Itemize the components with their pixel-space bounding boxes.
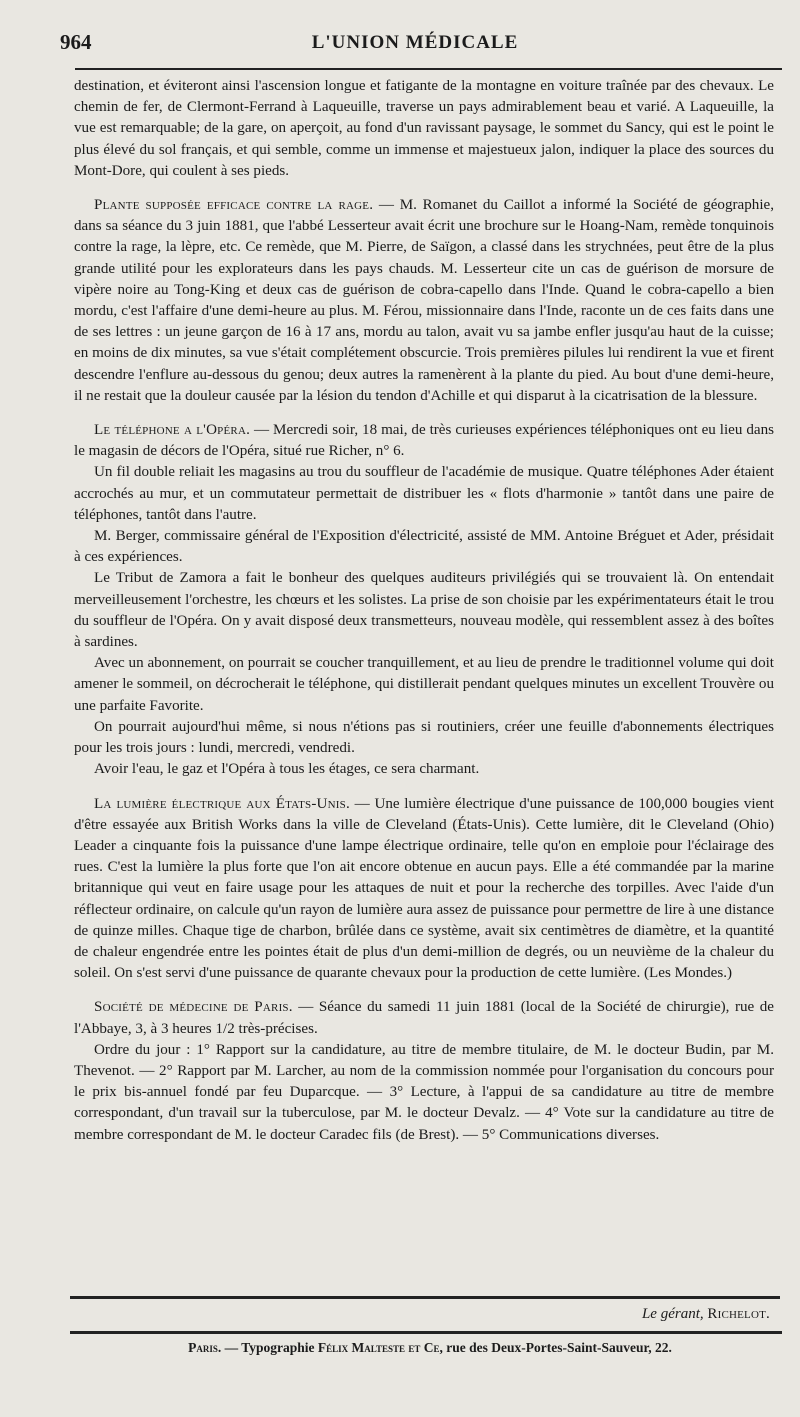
imprint-text: Typographie xyxy=(241,1340,315,1355)
paragraph: Avec un abonnement, on pourrait se coucher tranquillement, et au lieu de prendre le traditionnel volume qui doit amener le sommeil, on décrocherait le téléphone, qui distillerait pendant quelques minutes un excellent Trouvère ou une parfaite Favorite. xyxy=(74,655,774,714)
page-number: 964 xyxy=(60,30,92,54)
footer-rule-bottom xyxy=(70,1331,782,1334)
paragraph: M. Berger, commissaire général de l'Exposition d'électricité, assisté de MM. Antoine Bréguet et Ader, présidait à ces expériences. xyxy=(74,528,774,566)
section-text: — M. Romanet du Caillot a informé la Société de géographie, dans sa séance du 3 juin 1881, que l'abbé Lesserteur avait écrit une brochure sur le Hoang-Nam, remède tonquinois contre la rage, la lèpre, etc. Ce remède, que M. Pierre, de Saïgon, a classé dans les strychnées, peut être de la plus grande utilité pour les explorateurs dans les pays chauds. M. Lesserteur cite un cas de guérison de morsure de vipère noire au Tong-King et deux cas de guérison de cobra-capello dans l'Inde. Quand le cobra-capello a bien mordu, c'est l'affaire d'une demi-heure au plus. M. Férou, missionnaire dans l'Inde, raconte un de ces faits dans une de ses lettres : un jeune garçon de 16 à 17 ans, mordu au talon, avait vu sa jambe enfler jusqu'au haut de la cuisse; en moins de dix minutes, sa vue s'était complétement obscurcie. Trois premières pilules lui rendirent la vue et firent descendre l'enflure au-dessous du genou; deux autres la ramenèrent à la plante du pied. Au bout d'une demi-heure, il ne restait que la douleur causée par la lésion du tendon d'Achille et qui disparut à la cicatrisation de la blessure. xyxy=(74,197,774,404)
article-body xyxy=(74,76,774,1146)
gerant-name: Richelot. xyxy=(707,1306,770,1322)
section-lumiere-paragraph xyxy=(74,794,774,985)
section-heading: Plante supposée efficace contre la rage. xyxy=(94,197,374,214)
paragraph: Un fil double reliait les magasins au trou du souffleur de l'académie de musique. Quatre téléphones Ader étaient accrochés au mur, et un commutateur permettait de distribuer les « flots d'harmonie » tantôt dans une paire de téléphones, tantôt dans l'autre. xyxy=(74,464,774,523)
gerant-signature xyxy=(642,1306,770,1323)
paragraph: On pourrait aujourd'hui même, si nous n'étions pas si routiniers, créer une feuille d'abonnements électriques pour les trois jours : lundi, mercredi, vendredi. xyxy=(74,718,774,757)
section-text: — Une lumière électrique d'une puissance de 100,000 bougies vient d'être essayée aux British Works dans la ville de Cleveland (États-Unis). Cette lumière, dit le Cleveland (Ohio) Leader a cinquante fois la puissance d'une lampe électrique ordinaire, telle qu'on en emploie pour l'éclairage des rues. C'est la lumière la plus forte que l'on ait encore obtenue en aucun pays. Elle a été commandée par la marine britannique qui veut en faire usage pour les attaques de nuit et pour la recherche des torpilles. Avec l'aide d'un réflecteur ordinaire, on calcule qu'un rayon de lumière aura assez de puissance pour permettre de lire à une distance de quinze milles. Chaque tige de charbon, brûlée dans ce système, avait six centimètres de diamètre, et la quantité de chaleur engendrée entre les pointes était de plus d'un demi-million de degrés, ou un neuvième de la chaleur du soleil. On s'est servi d'une puissance de quarante chevaux pour la production de cette lumière. (Les Mondes.) xyxy=(74,795,774,982)
imprint-printer: Félix Malteste et Ce, xyxy=(317,1340,443,1355)
paragraph: Avoir l'eau, le gaz et l'Opéra à tous les étages, ce sera charmant. xyxy=(94,761,480,778)
imprint-city: Paris. — xyxy=(188,1340,239,1355)
journal-title: L'UNION MÉDICALE xyxy=(311,32,519,53)
paragraph: Le Tribut de Zamora a fait le bonheur des quelques auditeurs privilégiés qui se trouvaient là. On entendait merveilleusement l'orchestre, les chœurs et les solistes. La prise de son choisie par les expérimentateurs était le trou du souffleur de l'Opéra. On y avait disposé deux transmetteurs, nouveau modèle, qui ressemblent assez à des boîtes à sardines. xyxy=(74,570,774,651)
footer-rule-top xyxy=(70,1296,780,1299)
section-opera-paragraph xyxy=(74,420,774,462)
section-text: — Séance du samedi 11 juin 1881 (local de la Société de chirurgie), rue de l'Abbaye, 3, à 3 heures 1/2 très-précises. xyxy=(74,999,774,1037)
intro-paragraph: destination, et éviteront ainsi l'ascension longue et fatigante de la montagne en voiture traînée par des chevaux. Le chemin de fer, de Clermont-Ferrand à Laqueuille, traverse un pays admirablement beau et varié. A Laqueuille, la vue est remarquable; de la gare, on aperçoit, au fond d'un ravissant paysage, le sommet du Sancy, qui est le point le plus élevé du sol français, et qui semble, comme un immense et majestueux jalon, indiquer la place des sources du Mont-Dore, qui coulent à ses pieds. xyxy=(74,78,774,179)
section-heading: La lumière électrique aux États-Unis. xyxy=(94,795,350,812)
running-head xyxy=(60,30,770,58)
section-heading: Le téléphone a l'Opéra. xyxy=(94,422,251,439)
printer-imprint xyxy=(140,1340,720,1356)
section-societe-paragraph xyxy=(74,997,774,1039)
section-rage-paragraph xyxy=(74,195,774,407)
gerant-label: Le gérant, xyxy=(641,1306,704,1322)
section-text: — Mercredi soir, 18 mai, de très curieuses expériences téléphoniques ont eu lieu dans le magasin de décors de l'Opéra, situé rue Richer, n° 6. xyxy=(74,422,774,460)
section-heading: Société de médecine de Paris. xyxy=(94,999,293,1016)
ordre-du-jour: Ordre du jour : 1° Rapport sur la candidature, au titre de membre titulaire, de M. le docteur Budin, par M. Thevenot. — 2° Rapport par M. Larcher, au nom de la commission nommée pour l'organisation du concours pour le prix bis-annuel fondé par feu Duparcque. — 3° Lecture, à l'appui de sa candidature au titre de membre correspondant, d'un travail sur la tuberculose, par M. le docteur Devalz. — 4° Vote sur la candidature au titre de membre correspondant de M. le docteur Caradec fils (de Brest). — 5° Communications diverses. xyxy=(74,1041,774,1143)
imprint-address: rue des Deux-Portes-Saint-Sauveur, 22. xyxy=(446,1340,672,1355)
header-rule xyxy=(75,68,782,70)
